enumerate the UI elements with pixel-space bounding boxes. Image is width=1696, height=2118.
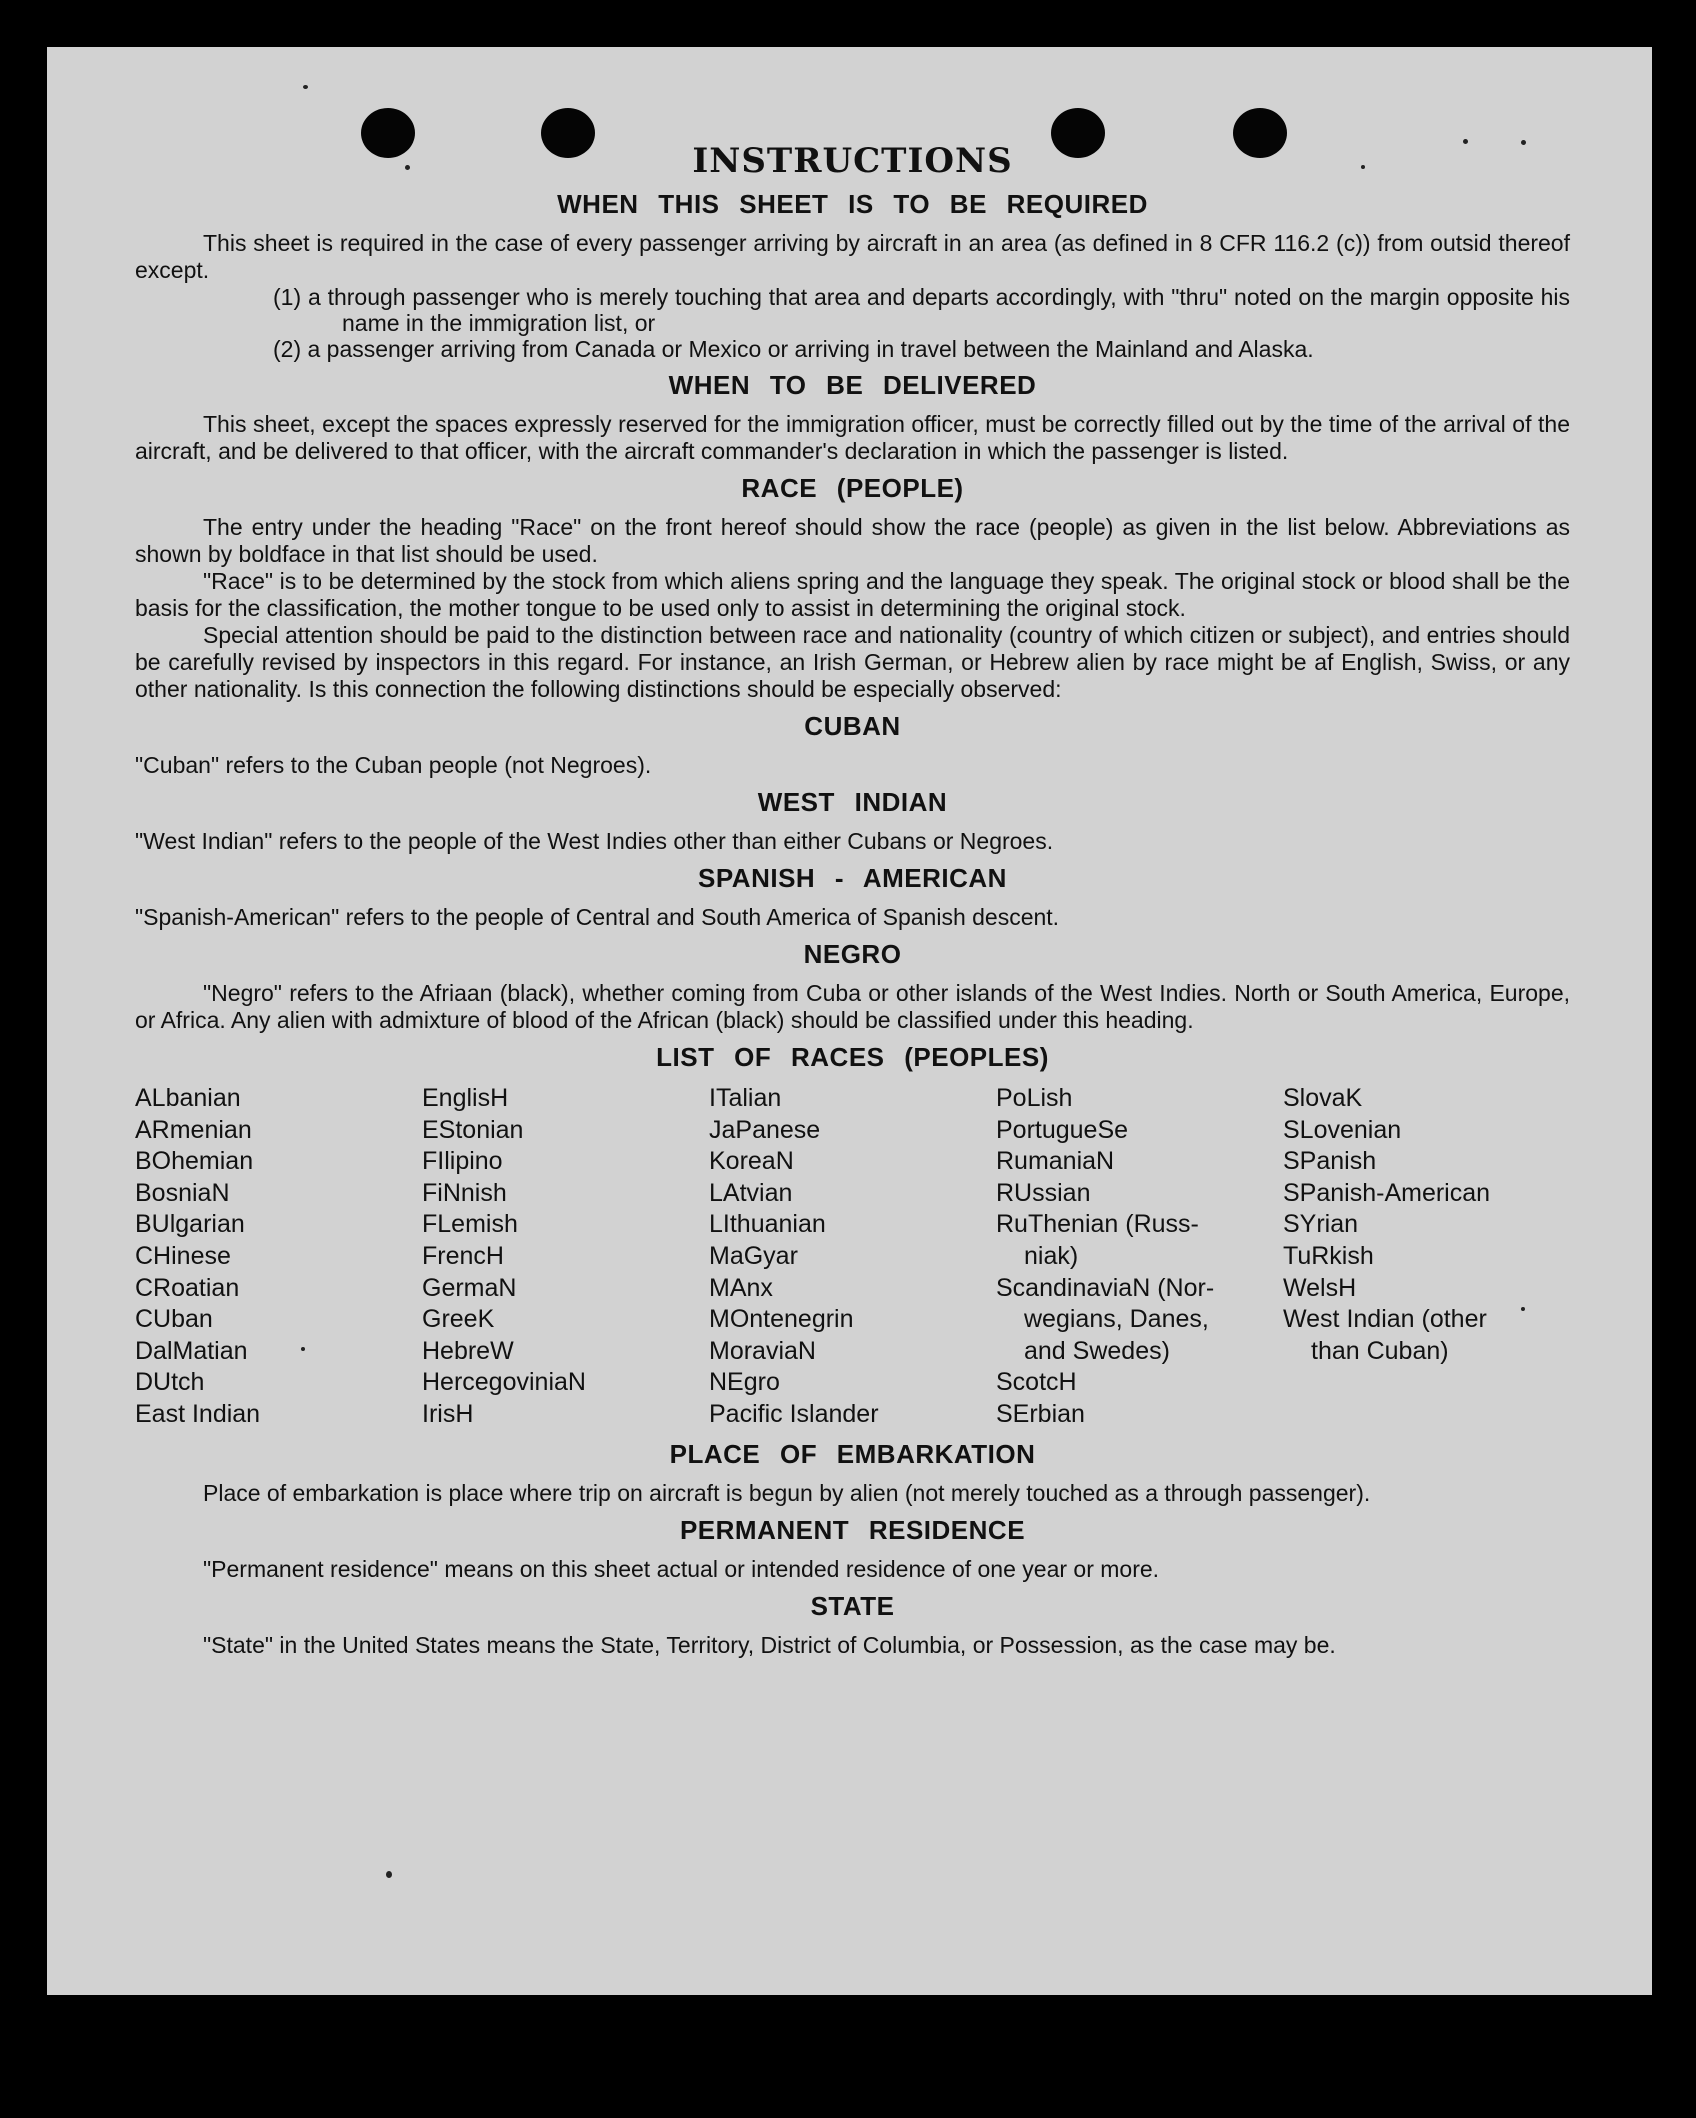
races-column-1 <box>135 1083 422 1431</box>
heading-spanish-american: SPANISH - AMERICAN <box>698 863 1007 893</box>
heading-embarkation: PLACE OF EMBARKATION <box>669 1438 1036 1469</box>
race-entry: SLovenian <box>1283 1115 1402 1144</box>
races-column-2 <box>422 1083 709 1431</box>
race-entry: HebreW <box>422 1336 514 1365</box>
race-entry: Pacific Islander <box>709 1399 879 1428</box>
exception-item-1: (1) a through passenger who is merely touching that area and departs accordingly, with "thru" noted on the margin opposite his name in the immigration list, or <box>273 284 1570 336</box>
race-entry: BOhemian <box>135 1147 254 1176</box>
instructions-content <box>135 141 1570 1659</box>
embarkation-text: Place of embarkation is place where trip on aircraft is begun by alien (not merely touched as a through passenger). <box>203 1479 1371 1506</box>
race-entry: DalMatian <box>135 1336 248 1365</box>
race-entry: HercegoviniaN <box>422 1368 586 1397</box>
race-entry: DUtch <box>135 1368 205 1397</box>
heading-permanent-residence: PERMANENT RESIDENCE <box>679 1514 1026 1545</box>
west-indian-text: "West Indian" refers to the people of the West Indies other than either Cubans or Negroes. <box>135 828 1054 854</box>
heading-list-of-races: LIST OF RACES (PEOPLES) <box>656 1042 1049 1072</box>
page-title: INSTRUCTIONS <box>692 141 1013 181</box>
race-entry: RuThenian (Russ- <box>996 1210 1199 1239</box>
race-entry: GreeK <box>422 1305 495 1334</box>
race-entry: CRoatian <box>135 1273 240 1302</box>
race-entry: ALbanian <box>135 1084 241 1112</box>
heading-state: STATE <box>810 1590 895 1621</box>
race-entry: PortugueSe <box>996 1115 1129 1144</box>
race-entry: SErbian <box>996 1399 1085 1428</box>
race-entry: RUssian <box>996 1178 1091 1207</box>
race-entry: wegians, Danes, <box>1024 1305 1209 1334</box>
race-entry: PoLish <box>996 1084 1073 1112</box>
race-entry: KoreaN <box>709 1147 794 1176</box>
spanish-american-text: "Spanish-American" refers to the people of Central and South America of Spanish descent. <box>135 904 1060 930</box>
race-paragraph-2: "Race" is to be determined by the stock from which aliens spring and the language they speak. The original stock or blood shall be the basis for the classification, the mother tongue to be used only to assist in determining the original stock. <box>135 568 1570 621</box>
race-entry: BosniaN <box>135 1178 230 1207</box>
document-sheet <box>47 47 1652 1995</box>
race-paragraph-3: Special attention should be paid to the distinction between race and nationality (country of which citizen or subject), and entries should be carefully revised by inspectors in this regard. For instance, an Irish German, or Hebrew alien by race might be af English, Swiss, or any other nationality. Is this connection the following distinctions should be especially observed: <box>135 622 1570 702</box>
race-entry: and Swedes) <box>1024 1336 1170 1365</box>
race-entry: LIthuanian <box>709 1210 826 1239</box>
race-entry: IrisH <box>422 1399 474 1428</box>
race-entry: ARmenian <box>135 1115 252 1144</box>
race-entry: MoraviaN <box>709 1336 816 1365</box>
negro-text: "Negro" refers to the Afriaan (black), whether coming from Cuba or other islands of the West Indies. North or South America, Europe, or Africa. Any alien with admixture of blood of the African (black) should be classified under this heading. <box>135 980 1570 1033</box>
cuban-text: "Cuban" refers to the Cuban people (not Negroes). <box>135 752 652 778</box>
speck <box>303 85 308 89</box>
races-column-4 <box>996 1083 1283 1431</box>
races-column-3 <box>709 1083 996 1431</box>
heading-cuban: CUBAN <box>804 711 901 741</box>
race-entry: West Indian (other <box>1283 1305 1487 1334</box>
race-entry: BUlgarian <box>135 1210 245 1239</box>
race-entry: RumaniaN <box>996 1147 1115 1176</box>
race-entry: EnglisH <box>422 1084 509 1112</box>
races-column-5 <box>1283 1083 1570 1431</box>
state-text: "State" in the United States means the State, Territory, District of Columbia, or Possession, as the case may be. <box>203 1631 1336 1658</box>
race-entry: than Cuban) <box>1311 1336 1449 1365</box>
race-entry: ScandinaviaN (Nor- <box>996 1273 1215 1302</box>
race-entry: FrencH <box>422 1241 504 1270</box>
race-entry: CUban <box>135 1305 213 1334</box>
heading-west-indian: WEST INDIAN <box>757 787 948 817</box>
when-delivered-text: This sheet, except the spaces expressly reserved for the immigration officer, must be correctly filled out by the time of the arrival of the aircraft, and be delivered to that officer, with the aircraft commander's declaration in which the passenger is listed. <box>135 411 1570 464</box>
race-entry: niak) <box>1024 1241 1079 1270</box>
heading-when-required: WHEN THIS SHEET IS TO BE REQUIRED <box>557 189 1148 219</box>
race-entry: JaPanese <box>709 1115 821 1144</box>
heading-negro: NEGRO <box>803 939 902 969</box>
race-entry: ITalian <box>709 1084 782 1112</box>
race-entry: MOntenegrin <box>709 1305 854 1334</box>
exception-item-2: (2) a passenger arriving from Canada or Mexico or arriving in travel between the Mainland and Alaska. <box>273 336 1314 362</box>
race-entry: WelsH <box>1283 1273 1357 1302</box>
when-required-text: This sheet is required in the case of every passenger arriving by aircraft in an area (as defined in 8 CFR 116.2 (c)) from outsid thereof except. <box>135 230 1570 283</box>
race-entry: FiNnish <box>422 1178 507 1207</box>
race-entry: ScotcH <box>996 1368 1077 1397</box>
permanent-residence-text: "Permanent residence" means on this sheet actual or intended residence of one year or more. <box>203 1555 1160 1582</box>
race-paragraph-1: The entry under the heading "Race" on the front hereof should show the race (people) as given in the list below. Abbreviations as shown by boldface in that list should be used. <box>135 514 1570 567</box>
heading-race: RACE (PEOPLE) <box>741 473 964 503</box>
heading-when-delivered: WHEN TO BE DELIVERED <box>668 370 1037 400</box>
race-entry: TuRkish <box>1283 1241 1374 1270</box>
race-entry: FLemish <box>422 1210 518 1239</box>
race-entry: NEgro <box>709 1368 780 1397</box>
race-entry: SlovaK <box>1283 1084 1363 1112</box>
race-entry: FIlipino <box>422 1147 503 1176</box>
race-entry: SPanish-American <box>1283 1178 1491 1207</box>
race-entry: MAnx <box>709 1273 773 1302</box>
race-entry: LAtvian <box>709 1178 793 1207</box>
race-entry: SPanish <box>1283 1147 1377 1176</box>
race-entry: East Indian <box>135 1399 261 1428</box>
race-entry: GermaN <box>422 1273 517 1302</box>
race-entry: MaGyar <box>709 1241 798 1270</box>
races-list <box>135 1083 1570 1431</box>
race-entry: CHinese <box>135 1241 231 1270</box>
race-entry: SYrian <box>1283 1210 1359 1239</box>
speck <box>386 1871 392 1878</box>
race-entry: EStonian <box>422 1115 524 1144</box>
